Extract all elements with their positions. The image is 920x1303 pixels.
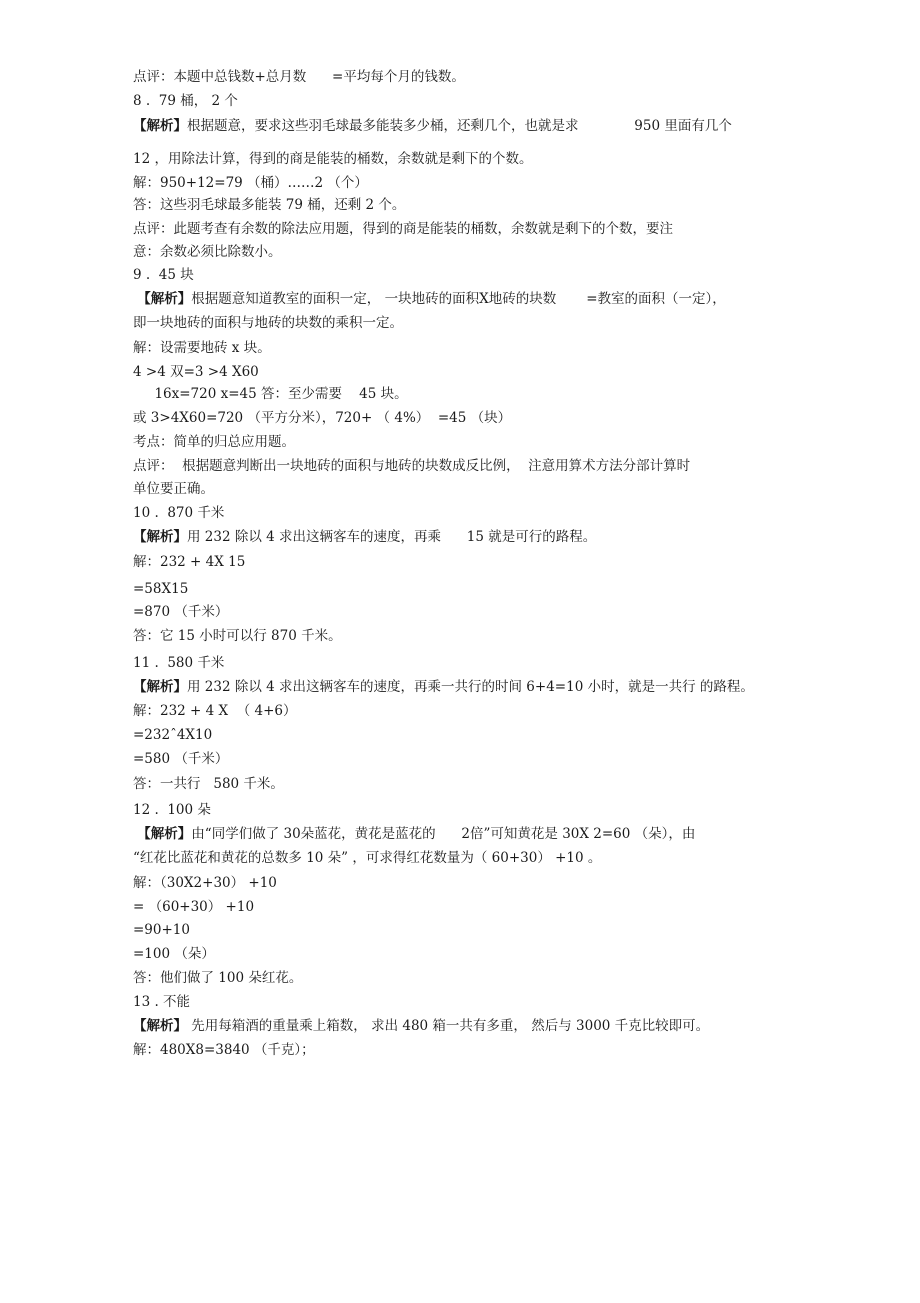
answer-heading: 8 . 79 桶， 2 个: [133, 93, 238, 109]
solution-line: 解：（30X2+30） +10: [133, 875, 277, 891]
text-line: 单位要正确。: [133, 481, 214, 497]
equation-line: 4 >4 双=3 >4 X60: [133, 364, 259, 380]
analysis-label: 【解析】: [133, 118, 187, 134]
text-line: 考点：简单的归总应用题。: [133, 434, 295, 450]
answer-line: 答：他们做了 100 朵红花。: [133, 970, 303, 986]
equation-line: =580 （千米）: [133, 751, 229, 767]
analysis-label: 【解析】: [133, 529, 187, 545]
analysis-line: 【解析】根据题意知道教室的面积一定， 一块地砖的面积X地砖的块数 =教室的面积（一定），: [137, 291, 726, 307]
solution-line: 解：232 + 4X 15: [133, 554, 246, 570]
analysis-label: 【解析】: [133, 1018, 187, 1034]
equation-line: =90+10: [133, 922, 190, 938]
analysis-line: 【解析】 先用每箱酒的重量乘上箱数， 求出 480 箱一共有多重， 然后与 3000 千克比较即可。: [133, 1018, 710, 1034]
solution-line: 解：设需要地砖 x 块。: [133, 340, 271, 356]
equation-line: =232ˆ4X10: [133, 727, 213, 743]
analysis-line: 【解析】根据题意，要求这些羽毛球最多能装多少桶，还剩几个，也就是求 950 里面有几个: [133, 118, 732, 134]
analysis-label: 【解析】: [137, 291, 192, 307]
equation-line: =100 （朵）: [133, 946, 215, 962]
solution-line: 解：232 + 4 X （ 4+6）: [133, 703, 297, 719]
text-line: “红花比蓝花和黄花的总数多 10 朵” ，可求得红花数量为（ 60+30） +10 。: [133, 850, 602, 866]
answer-line: 答：一共行 580 千米。: [133, 776, 284, 792]
analysis-label: 【解析】: [137, 826, 192, 842]
analysis-line: 【解析】用 232 除以 4 求出这辆客车的速度，再乘一共行的时间 6+4=10 小时，就是一共行 的路程。: [133, 679, 754, 695]
equation-line: 16x=720 x=45 答：至少需要 45 块。: [133, 386, 408, 402]
answer-heading: 11 . 580 千米: [133, 655, 225, 671]
equation-line: = （60+30） +10: [133, 899, 255, 915]
text-line: 意：余数必须比除数小。: [133, 244, 282, 260]
analysis-line: 【解析】由“同学们做了 30朵蓝花，黄花是蓝花的 2倍”可知黄花是 30X 2=60 （朵），由: [137, 826, 696, 842]
answer-line: 答：这些羽毛球最多能装 79 桶，还剩 2 个。: [133, 197, 406, 213]
text-line: 12 ，用除法计算，得到的商是能装的桶数，余数就是剩下的个数。: [133, 151, 533, 167]
analysis-line: 【解析】用 232 除以 4 求出这辆客车的速度，再乘 15 就是可行的路程。: [133, 529, 597, 545]
equation-line: 或 3>4X60=720 （平方分米），720+ （ 4%） =45 （块）: [133, 410, 512, 426]
text-line: 即一块地砖的面积与地砖的块数的乘积一定。: [133, 315, 403, 331]
equation-line: =870 （千米）: [133, 604, 229, 620]
equation-line: =58X15: [133, 581, 189, 597]
text-line: 点评：本题中总钱数+总月数 =平均每个月的钱数。: [133, 69, 465, 85]
answer-heading: 13 . 不能: [133, 994, 191, 1010]
solution-line: 解：950+12=79 （桶）……2 （个）: [133, 175, 368, 191]
comment-line: 点评：此题考查有余数的除法应用题，得到的商是能装的桶数，余数就是剩下的个数，要注: [133, 221, 673, 237]
answer-line: 答：它 15 小时可以行 870 千米。: [133, 628, 342, 644]
answer-heading: 10 . 870 千米: [133, 505, 225, 521]
analysis-label: 【解析】: [133, 679, 187, 695]
comment-line: 点评： 根据题意判断出一块地砖的面积与地砖的块数成反比例， 注意用算术方法分部计算时: [133, 458, 691, 474]
solution-line: 解：480X8=3840 （千克）；: [133, 1042, 315, 1058]
answer-heading: 12 . 100 朵: [133, 802, 211, 818]
answer-heading: 9 . 45 块: [133, 267, 194, 283]
